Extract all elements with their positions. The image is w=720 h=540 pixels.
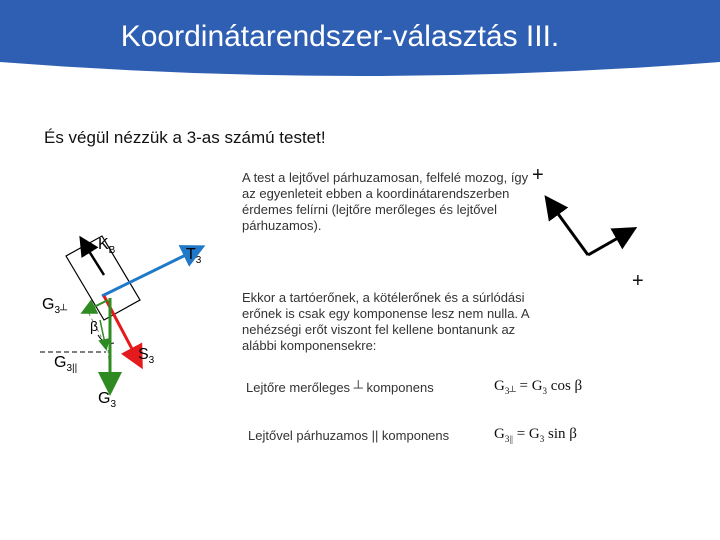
decomposition-explanation: Ekkor a tartóerőnek, a kötélerőnek és a súrlódási erőnek is csak egy komponense lesz nem nulla. A nehézségi erőt viszont fel kellene bontanunk az alábbi komponensekre:	[242, 290, 529, 353]
friction-force-label: $S_3$	[138, 346, 155, 367]
axis-plus-label-par: +	[632, 270, 644, 292]
axis-plus-label-perp: +	[532, 164, 544, 186]
gravity-force-label: $G_3$	[98, 390, 117, 411]
axis-parallel-arrow	[588, 230, 632, 255]
slide-subtitle: És végül nézzük a 3-as számú testet!	[44, 128, 326, 147]
coordinate-axes	[548, 200, 632, 255]
par-component-label: Lejtővel párhuzamos || komponens	[248, 428, 450, 443]
normal-force-label: $K_B$	[98, 236, 116, 257]
perp-component-formula: $G_{3┴} = G_3$ cos β	[494, 378, 583, 396]
coordinate-explanation: A test a lejtővel párhuzamosan, felfelé mozog, így az egyenleteit ebben a koordinátarendszerben érdemes felírni (lejtőre merőleges és lejtővel párhuzamos).	[242, 170, 529, 233]
gravity-par-component-arrow	[100, 320, 106, 348]
page-title: Koordinátarendszer-választás III.	[120, 20, 560, 53]
par-component-formula: $G_{3||} = G_3$ sin β	[494, 426, 577, 444]
tension-force-label: $T_3$	[186, 246, 202, 267]
axis-perpendicular-arrow	[548, 200, 588, 255]
gravity-par-label: $G_{3||}$	[54, 354, 78, 375]
perp-component-label: Lejtőre merőleges ┴ komponens	[246, 380, 434, 395]
beta-angle-label: β	[90, 318, 99, 334]
gravity-perp-label: $G_{3┴}$	[42, 296, 68, 317]
